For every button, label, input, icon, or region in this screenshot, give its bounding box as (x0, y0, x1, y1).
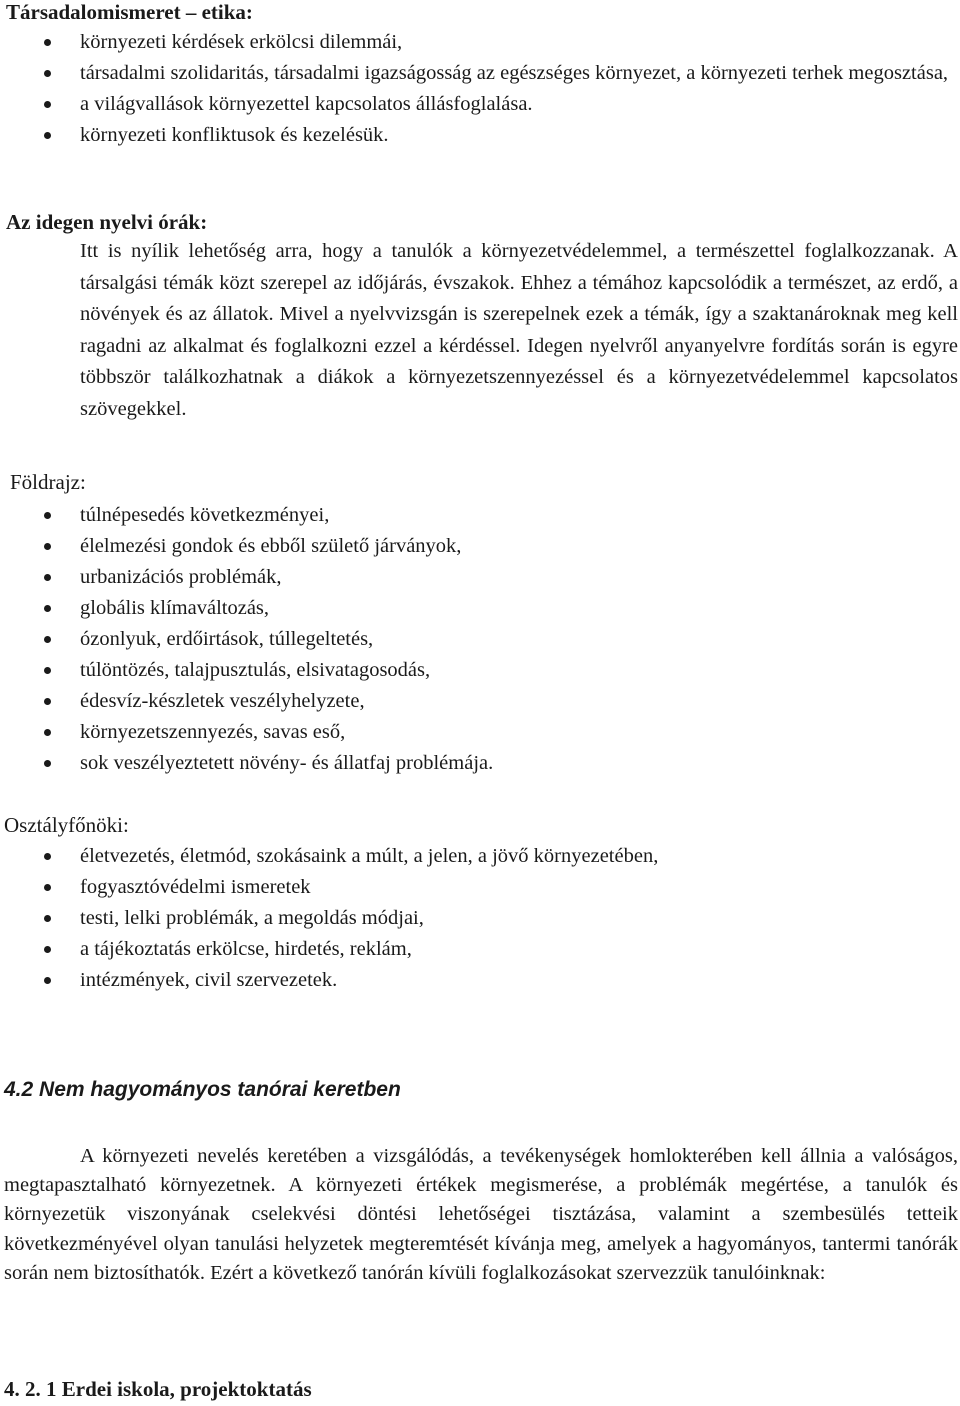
list-item: életvezetés, életmód, szokásaink a múlt, a jelen, a jövő környezetében, (0, 841, 950, 872)
heading-osztalyfonoki: Osztályfőnöki: (4, 813, 129, 837)
list-osztalyfonoki (0, 841, 950, 996)
list-item: fogyasztóvédelmi ismeretek (0, 872, 950, 903)
paragraph-idegen-nyelv: Itt is nyílik lehetőség arra, hogy a tanulók a környezetvédelemmel, a természettel foglalkozzanak. A társalgási témák közt szerepel az időjárás, évszakok. Ehhez a témához kapcsolódik a természet, az erdő, a növények és az állatok. Mivel a nyelvvizsgán is szerepelnek ezek a témák, így a szaktanároknak meg kell ragadni az alkalmat és foglalkozni ezzel a kérdéssel. Idegen nyelvről anyanyelvre fordítás során is egyre többször találkozhatnak a diákok a környezetszennyezéssel és a környezetvédelemmel kapcsolatos szövegekkel. (80, 240, 958, 420)
list-item: globális klímaváltozás, (0, 593, 950, 624)
heading-foldrajz: Földrajz: (10, 470, 86, 494)
list-item: ózonlyuk, erdőirtások, túllegeltetés, (0, 624, 950, 655)
list-item: környezetszennyezés, savas eső, (0, 717, 950, 748)
paragraph-nem-hagyomanyos: A környezeti nevelés keretében a vizsgálódás, a tevékenységek homlokterében kell állnia a valóságos, megtapasztalható környezetnek. A környezeti értékek megismerése, a problémák megértése, a tanulók és környezetük viszonyának cselekvési döntési lehetőségei tisztázása, valamint a szembesülés tetteik következményével olyan tanulási helyzetek megteremtését kívánja meg, amelyek a hagyományos, tantermi tanórák során nem biztosíthatók. Ezért a következő tanórán kívüli foglalkozásokat szervezzük tanulóinknak: (4, 1145, 958, 1284)
section-heading-4-2: 4.2 Nem hagyományos tanórai keretben (4, 1078, 401, 1101)
list-item: társadalmi szolidaritás, társadalmi igazságosság az egészséges környezet, a környezeti terhek megosztása, (0, 58, 950, 89)
list-item: a világvallások környezettel kapcsolatos állásfoglalása. (0, 89, 950, 120)
list-tarsadalomismeret (0, 27, 950, 151)
list-item: túlnépesedés következményei, (0, 500, 950, 531)
list-item: édesvíz-készletek veszélyhelyzete, (0, 686, 950, 717)
list-item: intézmények, civil szervezetek. (0, 965, 950, 996)
heading-tarsadalomismeret: Társadalomismeret – etika: (6, 0, 253, 24)
list-item: urbanizációs problémák, (0, 562, 950, 593)
list-item: túlöntözés, talajpusztulás, elsivatagosodás, (0, 655, 950, 686)
list-item: élelmezési gondok és ebből születő járványok, (0, 531, 950, 562)
list-item: a tájékoztatás erkölcse, hirdetés, reklám, (0, 934, 950, 965)
list-item: környezeti konfliktusok és kezelésük. (0, 120, 950, 151)
list-item: sok veszélyeztetett növény- és állatfaj problémája. (0, 748, 950, 779)
heading-idegen-nyelv: Az idegen nyelvi órák: (6, 210, 208, 234)
section-heading-4-2-1: 4. 2. 1 Erdei iskola, projektoktatás (4, 1377, 312, 1401)
list-item: környezeti kérdések erkölcsi dilemmái, (0, 27, 950, 58)
list-item: testi, lelki problémák, a megoldás módjai, (0, 903, 950, 934)
list-foldrajz (0, 500, 950, 779)
